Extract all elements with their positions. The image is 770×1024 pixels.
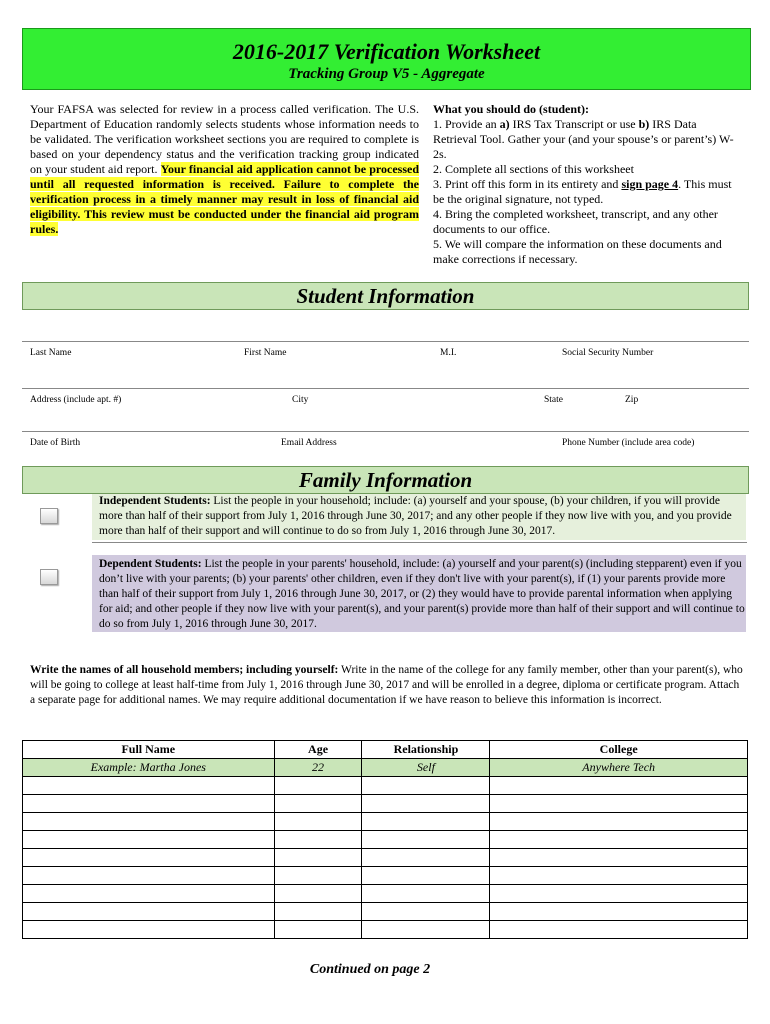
cell-age[interactable] bbox=[274, 849, 362, 867]
instructions bbox=[433, 102, 743, 267]
cell-name[interactable] bbox=[23, 921, 275, 939]
city-label: City bbox=[292, 395, 309, 405]
intro-paragraph bbox=[30, 102, 419, 237]
cell-relationship[interactable] bbox=[362, 795, 490, 813]
address-fields-row[interactable] bbox=[22, 388, 749, 409]
independent-students-box bbox=[92, 494, 746, 540]
step1-text-b: IRS Tax Transcript or use bbox=[509, 117, 639, 131]
cell-name[interactable] bbox=[23, 867, 275, 885]
step1-label-b: b) bbox=[638, 117, 650, 131]
cell-college[interactable] bbox=[490, 795, 748, 813]
table-row[interactable] bbox=[23, 903, 748, 921]
independent-text: List the people in your household; include: (a) yourself and your spouse, (b) your children, if you will provide more than half of their support from July 1, 2016 through June 30, 2017; and any other people if they now live with you, and you provide more than half of their support and will continue to do so from July 1, 2016 through June 30, 2017. bbox=[99, 495, 732, 537]
cell-college[interactable] bbox=[490, 777, 748, 795]
cell-relationship[interactable] bbox=[362, 867, 490, 885]
cell-age[interactable] bbox=[274, 777, 362, 795]
dob-label: Date of Birth bbox=[30, 438, 81, 448]
address-label: Address (include apt. #) bbox=[30, 395, 122, 405]
header-college: College bbox=[490, 741, 748, 759]
step3-text-a: 3. Print off this form in its entirety and bbox=[433, 177, 622, 191]
phone-label: Phone Number (include area code) bbox=[562, 438, 695, 448]
intro-highlight: Your financial aid application cannot be processed until all requested information is received. Failure to complete the verification process in a timely manner may result in loss of financial aid eligibility. This review must be conducted under the financial aid program rules. bbox=[30, 162, 420, 236]
table-header bbox=[23, 741, 748, 759]
instruction-step-4: 4. Bring the completed worksheet, transcript, and any other documents to our office. bbox=[433, 207, 718, 236]
cell-age[interactable] bbox=[274, 795, 362, 813]
cell-age[interactable] bbox=[274, 831, 362, 849]
header-band bbox=[22, 28, 751, 90]
header-relationship: Relationship bbox=[362, 741, 490, 759]
family-info-heading: Family Information bbox=[22, 466, 749, 494]
intro-text: Your FAFSA was selected for review in a process called verification. The U.S. Department of Education randomly selects students whose information needs to be validated. The verification worksheet sections you are required to complete is based on your dependency status and the verification tracking group indicated on your student aid report. bbox=[30, 102, 419, 176]
table-row[interactable] bbox=[23, 921, 748, 939]
dependent-students-box bbox=[92, 555, 746, 632]
table-row[interactable] bbox=[23, 777, 748, 795]
page-title: 2016-2017 Verification Worksheet bbox=[232, 39, 541, 64]
cell-relationship[interactable] bbox=[362, 903, 490, 921]
cell-college[interactable] bbox=[490, 849, 748, 867]
example-age: 22 bbox=[274, 759, 362, 777]
state-label: State bbox=[544, 395, 563, 405]
cell-relationship[interactable] bbox=[362, 849, 490, 867]
example-name: Example: Martha Jones bbox=[23, 759, 275, 777]
cell-relationship[interactable] bbox=[362, 831, 490, 849]
household-instructions-label: Write the names of all household members; including yourself: bbox=[30, 664, 339, 676]
dependent-label: Dependent Students: bbox=[99, 558, 202, 570]
household-instructions-text: Write in the name of the college for any family member, other than your parent(s), who will be going to college at least half-time from July 1, 2016 through June 30, 2017 and will be enrolled in a degree, diploma or certificate program. Attach a separate page for additional names. We may require additional documentation if we have reason to believe this information is incorrect. bbox=[30, 664, 743, 706]
step3-text-b: . This must be the original signature, not typed. bbox=[433, 177, 732, 206]
example-college: Anywhere Tech bbox=[490, 759, 748, 777]
cell-college[interactable] bbox=[490, 921, 748, 939]
table-row[interactable] bbox=[23, 831, 748, 849]
table-row[interactable] bbox=[23, 849, 748, 867]
ssn-label: Social Security Number bbox=[562, 348, 654, 358]
header-age: Age bbox=[274, 741, 362, 759]
last-name-label: Last Name bbox=[30, 348, 72, 358]
header-full-name: Full Name bbox=[23, 741, 275, 759]
household-instructions bbox=[30, 663, 744, 708]
sign-page-4: sign page 4 bbox=[621, 177, 679, 191]
cell-college[interactable] bbox=[490, 831, 748, 849]
step1-text-a: 1. Provide an bbox=[433, 117, 500, 131]
table-row[interactable] bbox=[23, 795, 748, 813]
instruction-step-5: 5. We will compare the information on these documents and make corrections if necessary. bbox=[433, 237, 722, 266]
cell-relationship[interactable] bbox=[362, 885, 490, 903]
dependent-text: List the people in your parents' household, include: (a) yourself and your parent(s) (including stepparent) even if you don’t live with your parents; (b) your parents' other children, even if they don't live with your parent(s), if (1) your parents provide more than half of their support from July 1, 2016 through June 30, 2017, or (2) they would have to provide parental information when applying for aid; and other people if they now live with your parent(s), and your parent(s) provide more than half of their support and will continue to do so from July 1, 2016 through June 30, 2017. bbox=[99, 558, 745, 630]
table-row[interactable] bbox=[23, 813, 748, 831]
cell-age[interactable] bbox=[274, 813, 362, 831]
instruction-step-3 bbox=[433, 177, 743, 207]
page-subtitle: Tracking Group V5 - Aggregate bbox=[288, 66, 485, 82]
independent-label: Independent Students: bbox=[99, 495, 211, 507]
cell-relationship[interactable] bbox=[362, 777, 490, 795]
instructions-heading: What you should do (student): bbox=[433, 102, 590, 116]
cell-name[interactable] bbox=[23, 777, 275, 795]
email-label: Email Address bbox=[281, 438, 337, 448]
cell-age[interactable] bbox=[274, 885, 362, 903]
name-fields-row[interactable] bbox=[22, 341, 749, 362]
step1-text-c: IRS Data Retrieval Tool. Gather your (and your spouse’s or parent’s) W-2s. bbox=[433, 117, 734, 161]
instruction-step-1 bbox=[433, 117, 743, 162]
cell-name[interactable] bbox=[23, 813, 275, 831]
cell-college[interactable] bbox=[490, 813, 748, 831]
table-row[interactable] bbox=[23, 885, 748, 903]
first-name-label: First Name bbox=[244, 348, 287, 358]
cell-relationship[interactable] bbox=[362, 921, 490, 939]
cell-name[interactable] bbox=[23, 903, 275, 921]
example-row bbox=[23, 759, 748, 777]
cell-relationship[interactable] bbox=[362, 813, 490, 831]
cell-name[interactable] bbox=[23, 849, 275, 867]
step1-label-a: a) bbox=[499, 117, 510, 131]
cell-age[interactable] bbox=[274, 921, 362, 939]
cell-college[interactable] bbox=[490, 885, 748, 903]
cell-name[interactable] bbox=[23, 885, 275, 903]
contact-fields-row[interactable] bbox=[22, 431, 749, 452]
student-info-heading: Student Information bbox=[22, 282, 749, 310]
instruction-step-2: 2. Complete all sections of this worksheet bbox=[433, 162, 634, 176]
dependent-checkbox[interactable] bbox=[40, 569, 58, 585]
mi-label: M.I. bbox=[440, 348, 457, 358]
cell-college[interactable] bbox=[490, 903, 748, 921]
table-row[interactable] bbox=[23, 867, 748, 885]
example-relationship: Self bbox=[362, 759, 490, 777]
continued-note: Continued on page 2 bbox=[309, 962, 431, 977]
cell-name[interactable] bbox=[23, 795, 275, 813]
cell-age[interactable] bbox=[274, 867, 362, 885]
cell-name[interactable] bbox=[23, 831, 275, 849]
cell-age[interactable] bbox=[274, 903, 362, 921]
divider bbox=[92, 542, 747, 543]
household-table bbox=[22, 740, 748, 939]
cell-college[interactable] bbox=[490, 867, 748, 885]
independent-checkbox[interactable] bbox=[40, 508, 58, 524]
zip-label: Zip bbox=[625, 395, 639, 405]
